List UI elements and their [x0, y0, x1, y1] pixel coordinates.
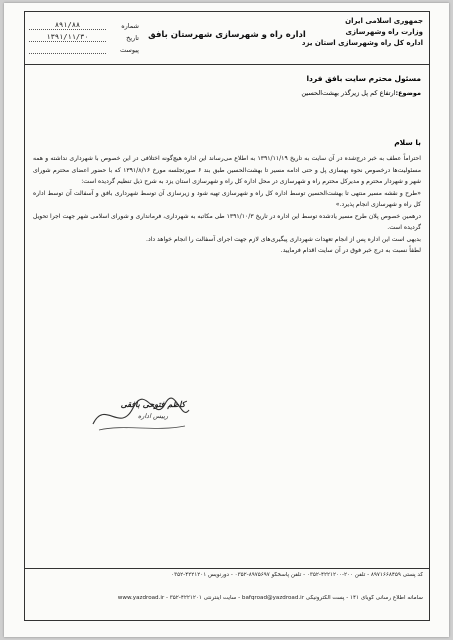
signature-block: [93, 400, 213, 420]
signer-name: کاظم فتوحی بافقی: [120, 400, 186, 409]
number-row: [29, 18, 139, 30]
org-line: جمهوری اسلامی ایران: [345, 17, 423, 25]
body-paragraph: احتراماً عطف به خبر درج‌شده در آن سایت به تاریخ ۱۳۹۱/۱۱/۱۹ به اطلاع می‌رساند این اداره هیچ‌گونه اختلافی در این خصوص با شهرداری نداشته و همه مسئولیت‌ها درخصوص نحوه بهسازی پل و حتی ادامه مسیر تا بهشت‌الحسین طبق بند ۶ صورتجلسه مورخ ۱۳۹۱/۸/۱۶ که با حضور اعضای محترم شورای شهر و شهردار محترم و مدیرکل محترم راه و شهرسازی در محل اداره کل راه و شهرسازی استان یزد به شرح ذیل تنظیم گردیده است:: [33, 155, 422, 185]
header-divider: [25, 64, 429, 65]
signature-scribble: [85, 394, 195, 439]
date-label: تاریخ: [126, 34, 139, 42]
footer-divider: [25, 568, 429, 569]
footer-online: سامانه اطلاع رسانی گویای ۱۴۱ - پست الکترونیکی bafqroad@yazdroad.ir - سایت اینترنتی www.yazdroad.ir - ۳۵۲-۴۲۲۱۲۰۱: [117, 595, 423, 601]
number-value: ۸۹۱/۸۸: [29, 21, 106, 30]
body-paragraph: درهمین خصوص پلان طرح مسیر یادشده توسط این اداره در تاریخ ۱۳۹۱/۱۰/۳ طی مکاتبه به شهرداری، فرمانداری و شورای اسلامی شهر جهت اجرا تحویل گردیده است.: [33, 212, 421, 231]
number-label: شماره: [121, 22, 139, 30]
letter-body: [33, 153, 421, 257]
date-value: ۱۳۹۱/۱۱/۳۰: [29, 33, 106, 42]
body-paragraph: لطفاً نسبت به درج خبر فوق در آن سایت اقدام فرمایید.: [280, 247, 421, 254]
letter-page: [4, 3, 449, 637]
body-paragraph: بدیهی است این اداره پس از انجام تعهدات شهرداری پیگیری‌های لازم جهت اجرای آسفالت را انجام خواهد داد.: [146, 235, 421, 243]
addressee: مسئول محترم سایت بافق فردا: [306, 74, 421, 83]
organization-block: [302, 16, 423, 49]
attachment-label: پیوست: [120, 46, 139, 54]
subject-text: ارتفاع کم پل زیرگذر بهشت‌الحسین: [301, 89, 396, 97]
letter-frame: [24, 11, 430, 621]
footer-contact: کد پستی ۸۹۷۱۶۶۸۴۵۹ - تلفن ۲۰۰-۴۲۲۱۲۰۰-۰۳۵۲ - تلفن پاسخگو ۸۹۷۵۶۹۷-۰۳۵۲ - دورنویس ۴۲۲۱۲۰۱-۰۳۵۲: [171, 572, 423, 578]
date-row: [29, 30, 139, 42]
attachment-value: [29, 53, 106, 54]
body-paragraph: «طرح و نقشه مسیر منتهی تا بهشت‌الحسین توسط اداره کل راه و شهرسازی تهیه شود و زیرسازی آن توسط شهرداری بافق و آسفالت آن توسط اداره کل راه و شهرسازی انجام پذیرد.»: [33, 189, 421, 208]
signer-title: رییس اداره: [137, 412, 169, 420]
subject-label: موضوع:: [395, 89, 421, 97]
attachment-row: [29, 42, 139, 54]
org-line: اداره کل راه وشهرسازی استان یزد: [301, 39, 423, 47]
letter-meta: [29, 18, 139, 54]
department-name: اداره راه و شهرسازی شهرستان بافق: [148, 30, 306, 40]
subject-line: [301, 89, 421, 97]
greeting: با سلام: [394, 138, 421, 147]
org-line: وزارت راه وشهرسازی: [345, 28, 423, 36]
